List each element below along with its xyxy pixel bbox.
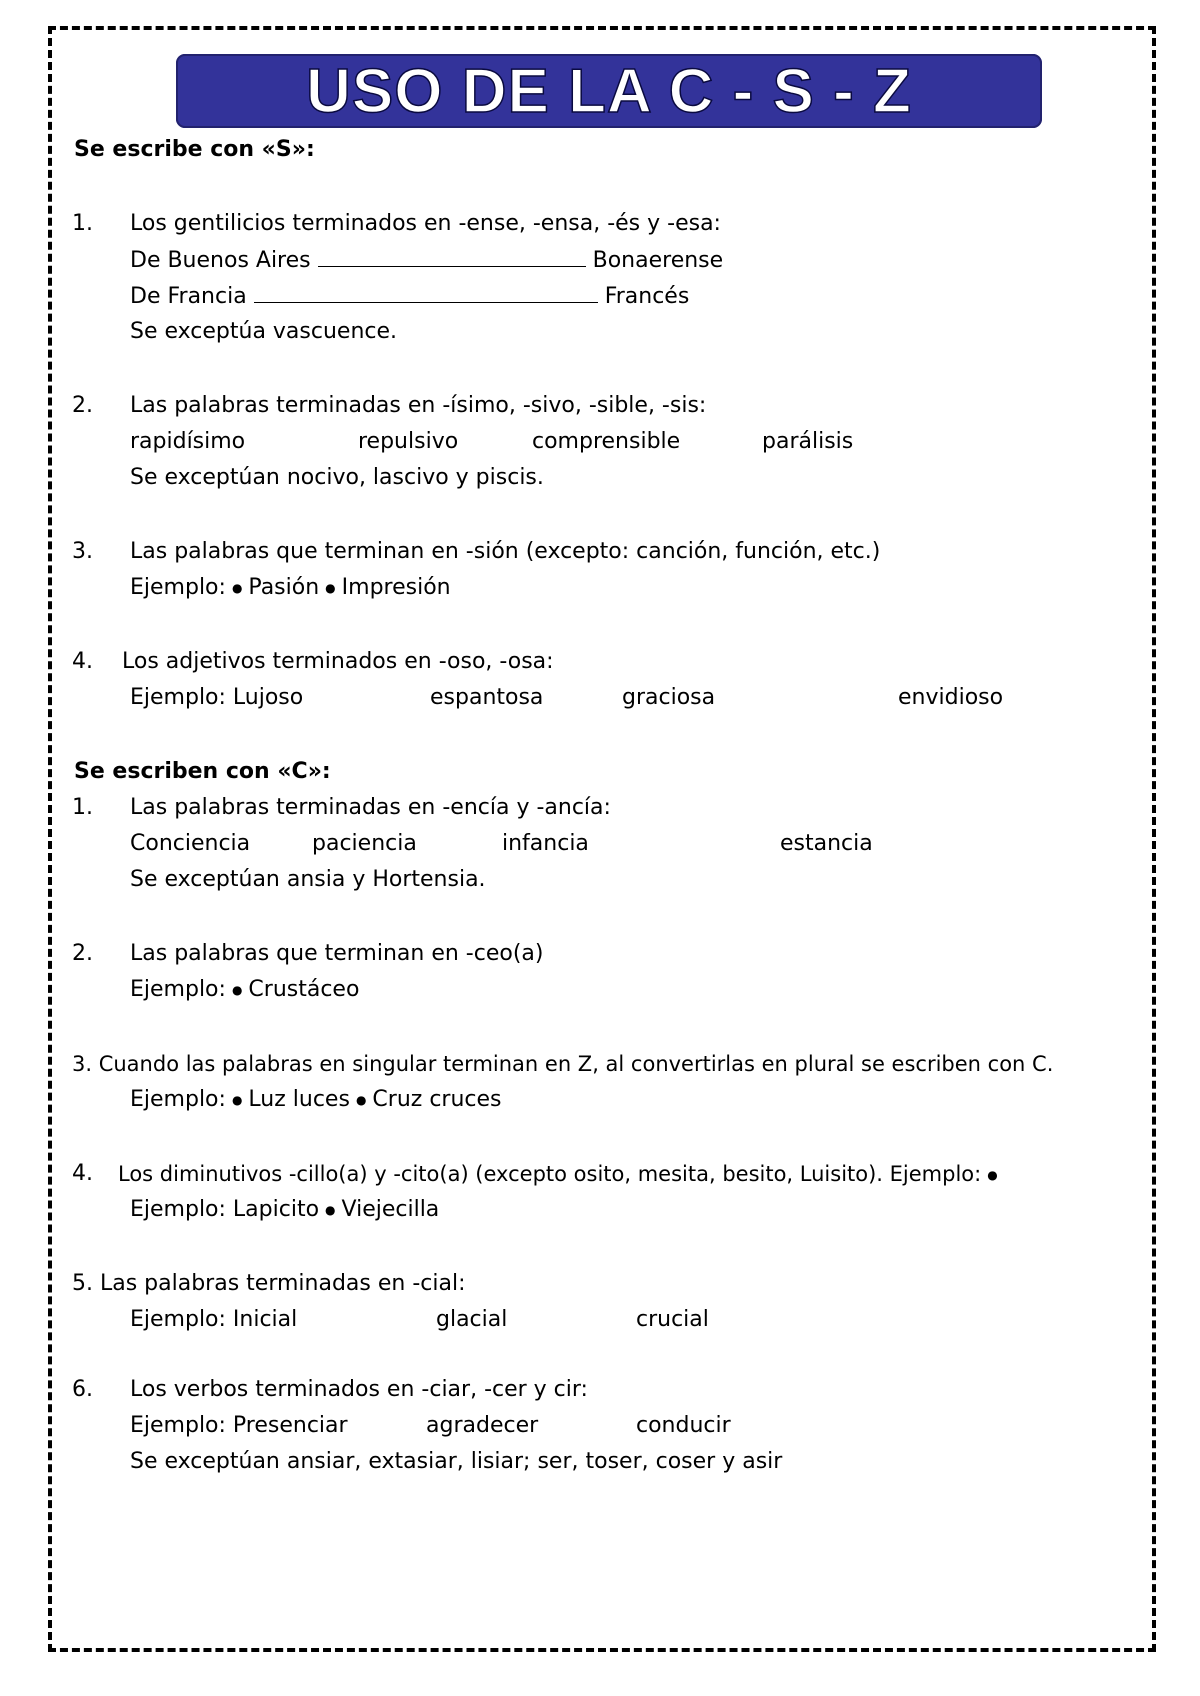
s-rule-2-example-word: parálisis <box>762 429 854 454</box>
title-banner <box>176 54 1042 128</box>
example-label: Ejemplo: <box>130 575 226 600</box>
page-title: USO DE LA C - S - Z <box>306 56 912 126</box>
example-word: Viejecilla <box>341 1197 440 1222</box>
c-rule-6-example-label: Ejemplo: Presenciar <box>130 1413 348 1438</box>
c-rule-5-example-word: crucial <box>636 1307 709 1332</box>
c-rule-6-note: Se exceptúan ansiar, extasiar, lisiar; ser, toser, coser y asir <box>130 1449 783 1474</box>
s-rule-4-example-word: espantosa <box>430 685 544 710</box>
c-rule-6-example-word: conducir <box>636 1413 731 1438</box>
s-section-heading: Se escribe con «S»: <box>74 137 315 162</box>
s-rule-3-number: 3. <box>72 539 93 564</box>
c-rule-1-text: Las palabras terminadas en -encía y -ancía: <box>130 795 611 820</box>
example-label: Ejemplo: <box>130 977 226 1002</box>
c-rule-4-text-content: Los diminutivos -cillo(a) y -cito(a) (excepto osito, mesita, besito, Luisito). Ejemplo: <box>118 1162 982 1186</box>
s-rule-3-text: Las palabras que terminan en -sión (excepto: canción, función, etc.) <box>130 539 881 564</box>
c-rule-2-text: Las palabras que terminan en -ceo(a) <box>130 941 544 966</box>
bullet-icon: ● <box>325 1203 336 1217</box>
s-rule-1-note: Se exceptúa vascuence. <box>130 319 398 344</box>
s-rule-2-example-word: repulsivo <box>358 429 459 454</box>
c-rule-2-example <box>130 976 359 1004</box>
bullet-icon: ● <box>355 1093 367 1107</box>
s-rule-1-example-2 <box>130 282 689 311</box>
s-rule-2-example-word: comprensible <box>532 429 681 454</box>
s-rule-3-example <box>130 574 451 602</box>
s-rule-4-example-label: Ejemplo: Lujoso <box>130 685 304 710</box>
s-rule-2-number: 2. <box>72 393 93 418</box>
c-rule-6-text: Los verbos terminados en -ciar, -cer y cir: <box>130 1377 588 1402</box>
example-word: Cruz cruces <box>372 1087 502 1112</box>
bullet-icon: ● <box>231 983 243 997</box>
c-rule-5-text: 5. Las palabras terminadas en -cial: <box>72 1271 466 1296</box>
bullet-icon: ● <box>325 581 336 595</box>
s-rule-2-note: Se exceptúan nocivo, lascivo y piscis. <box>130 465 544 490</box>
c-rule-5-example-label: Ejemplo: Inicial <box>130 1307 298 1332</box>
c-rule-4-text <box>118 1160 1004 1189</box>
s-rule-4-number: 4. <box>72 649 93 674</box>
s-rule-2-text: Las palabras terminadas en -ísimo, -sivo, -sible, -sis: <box>130 393 707 418</box>
c-rule-5-example-word: glacial <box>436 1307 508 1332</box>
s-rule-4-text: Los adjetivos terminados en -oso, -osa: <box>122 649 554 674</box>
fill-blank <box>254 282 598 303</box>
bullet-icon: ● <box>231 1093 243 1107</box>
s-rule-1-example-1 <box>130 246 723 275</box>
example-left: De Francia <box>130 284 247 309</box>
example-label: Ejemplo: <box>130 1087 226 1112</box>
c-rule-6-example-word: agradecer <box>426 1413 539 1438</box>
s-rule-4-example-word: envidioso <box>898 685 1004 710</box>
c-rule-4-example <box>130 1196 439 1224</box>
c-rule-1-example-word: infancia <box>502 831 589 856</box>
example-left: De Buenos Aires <box>130 248 311 273</box>
example-word: Luz luces <box>248 1087 350 1112</box>
c-rule-6-number: 6. <box>72 1377 93 1402</box>
example-label: Ejemplo: Lapicito <box>130 1197 320 1222</box>
c-rule-1-example-word: Conciencia <box>130 831 251 856</box>
s-rule-1-number: 1. <box>72 211 93 236</box>
example-word: Impresión <box>341 575 451 600</box>
s-rule-2-example-word: rapidísimo <box>130 429 246 454</box>
bullet-icon: ● <box>231 581 243 595</box>
c-rule-3-text: 3. Cuando las palabras en singular terminan en Z, al convertirlas en plural se escriben con C. <box>72 1052 1054 1076</box>
example-word: Pasión <box>248 575 320 600</box>
example-word: Crustáceo <box>248 977 360 1002</box>
c-rule-1-example-word: paciencia <box>312 831 417 856</box>
bullet-icon: ● <box>987 1168 998 1182</box>
c-rule-1-note: Se exceptúan ansia y Hortensia. <box>130 867 486 892</box>
c-rule-1-example-word: estancia <box>780 831 873 856</box>
example-right: Francés <box>604 284 690 309</box>
c-section-heading: Se escriben con «C»: <box>74 759 331 784</box>
fill-blank <box>318 246 586 267</box>
c-rule-3-example <box>130 1086 502 1114</box>
example-right: Bonaerense <box>592 248 724 273</box>
s-rule-4-example-word: graciosa <box>622 685 716 710</box>
c-rule-2-number: 2. <box>72 941 93 966</box>
c-rule-1-number: 1. <box>72 795 93 820</box>
s-rule-1-text: Los gentilicios terminados en -ense, -ensa, -és y -esa: <box>130 211 721 236</box>
c-rule-4-number: 4. <box>72 1161 93 1186</box>
